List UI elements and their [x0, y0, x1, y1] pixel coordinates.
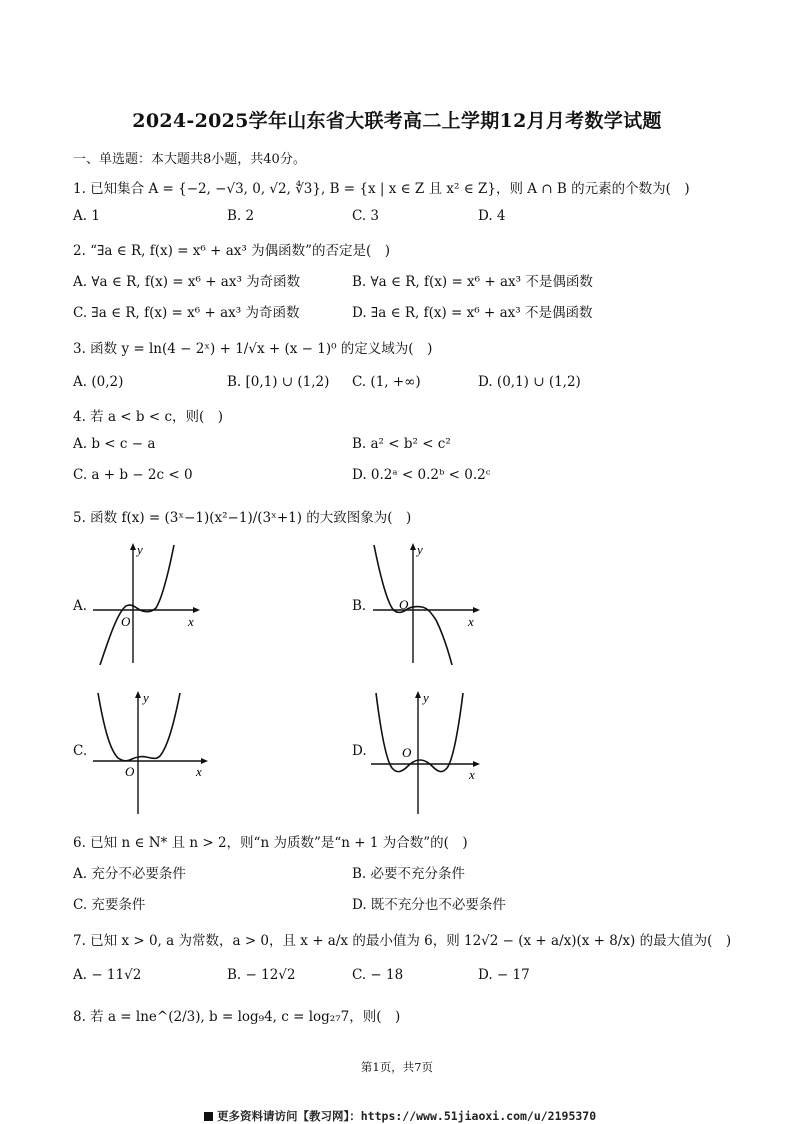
promo-link-text: 更多资料请访问【教习网】：https://www.51jiaoxi.com/u/2195370: [217, 1109, 597, 1123]
graph-b: [368, 540, 488, 665]
question-8-stem: 8. 若 a = lne^(2/3), b = log₉4, c = log₂₇7，则( ): [73, 1009, 401, 1025]
question-2-option-d: D. ∃a ∈ R, f(x) = x⁶ + ax³ 不是偶函数: [352, 305, 593, 321]
graph-d-origin-label: O: [402, 745, 412, 760]
question-1-option-a: A. 1: [73, 208, 100, 224]
question-2-option-a: A. ∀a ∈ R, f(x) = x⁶ + ax³ 为奇函数: [73, 274, 301, 290]
question-7-option-a: A. − 11√2: [73, 967, 142, 983]
graph-b-origin-label: O: [399, 597, 409, 612]
graph-a-x-label: x: [188, 614, 194, 629]
question-6-stem: 6. 已知 n ∈ N* 且 n > 2，则“n 为质数”是“n + 1 为合数”的( ): [73, 835, 468, 851]
question-1-option-c: C. 3: [352, 208, 380, 224]
graph-d-x-label: x: [469, 767, 475, 782]
section-heading: 一、单选题：本大题共8小题，共40分。: [73, 152, 306, 167]
graph-c-origin-label: O: [125, 764, 135, 779]
promo-link[interactable]: [204, 1108, 596, 1124]
graph-a: [88, 540, 208, 665]
flag-icon: [204, 1112, 213, 1121]
question-4-stem: 4. 若 a < b < c，则( ): [73, 409, 224, 425]
graph-c-y-label: y: [143, 690, 149, 705]
question-6-option-a: A. 充分不必要条件: [73, 866, 186, 882]
question-4-option-c: C. a + b − 2c < 0: [73, 467, 193, 483]
question-3-stem: 3. 函数 y = ln(4 − 2ˣ) + 1/√x + (x − 1)⁰ 的定义域为( ): [73, 341, 433, 357]
question-2-option-b: B. ∀a ∈ R, f(x) = x⁶ + ax³ 不是偶函数: [352, 274, 593, 290]
graph-c-x-label: x: [196, 764, 202, 779]
page-title: 2024-2025学年山东省大联考高二上学期12月月考数学试题: [132, 110, 662, 132]
page-footer: 第1页，共7页: [360, 1060, 434, 1074]
question-1-stem: 1. 已知集合 A = {−2, −√3, 0, √2, ∜3}, B = {x | x ∈ Z 且 x² ∈ Z}，则 A ∩ B 的元素的个数为( ): [73, 181, 690, 197]
question-3-option-c: C. (1, +∞): [352, 374, 421, 390]
question-7-stem: 7. 已知 x > 0, a 为常数，a > 0，且 x + a/x 的最小值为 6，则 12√2 − (x + a/x)(x + 8/x) 的最大值为( ): [73, 933, 732, 949]
graph-a-y-label: y: [137, 542, 143, 557]
question-5-option-d: D.: [352, 743, 367, 759]
question-3-option-a: A. (0,2): [73, 374, 124, 390]
question-5-stem: 5. 函数 f(x) = (3ˣ−1)(x²−1)/(3ˣ+1) 的大致图象为( ): [73, 510, 412, 526]
graph-b-y-label: y: [417, 542, 423, 557]
question-7-option-b: B. − 12√2: [227, 967, 296, 983]
graph-a-origin-label: O: [121, 614, 131, 629]
question-5-option-b: B.: [352, 598, 367, 614]
question-3-option-d: D. (0,1) ∪ (1,2): [478, 374, 581, 390]
question-6-option-b: B. 必要不充分条件: [352, 866, 466, 882]
question-1-option-d: D. 4: [478, 208, 506, 224]
question-5-option-a: A.: [73, 598, 88, 614]
question-6-option-c: C. 充要条件: [73, 897, 146, 913]
question-7-option-c: C. − 18: [352, 967, 404, 983]
question-4-option-a: A. b < c − a: [73, 436, 156, 452]
question-1-option-b: B. 2: [227, 208, 255, 224]
question-2-stem: 2. “∃a ∈ R, f(x) = x⁶ + ax³ 为偶函数”的否定是( ): [73, 243, 391, 259]
question-3-option-b: B. [0,1) ∪ (1,2): [227, 374, 330, 390]
question-2-option-c: C. ∃a ∈ R, f(x) = x⁶ + ax³ 为奇函数: [73, 305, 300, 321]
question-5-option-c: C.: [73, 743, 88, 759]
graph-d-y-label: y: [423, 690, 429, 705]
graph-c: [88, 688, 213, 816]
question-4-option-b: B. a² < b² < c²: [352, 436, 451, 452]
question-6-option-d: D. 既不充分也不必要条件: [352, 897, 506, 913]
graph-b-x-label: x: [468, 614, 474, 629]
question-4-option-d: D. 0.2ᵃ < 0.2ᵇ < 0.2ᶜ: [352, 467, 491, 483]
question-7-option-d: D. − 17: [478, 967, 530, 983]
graph-d: [366, 688, 491, 816]
